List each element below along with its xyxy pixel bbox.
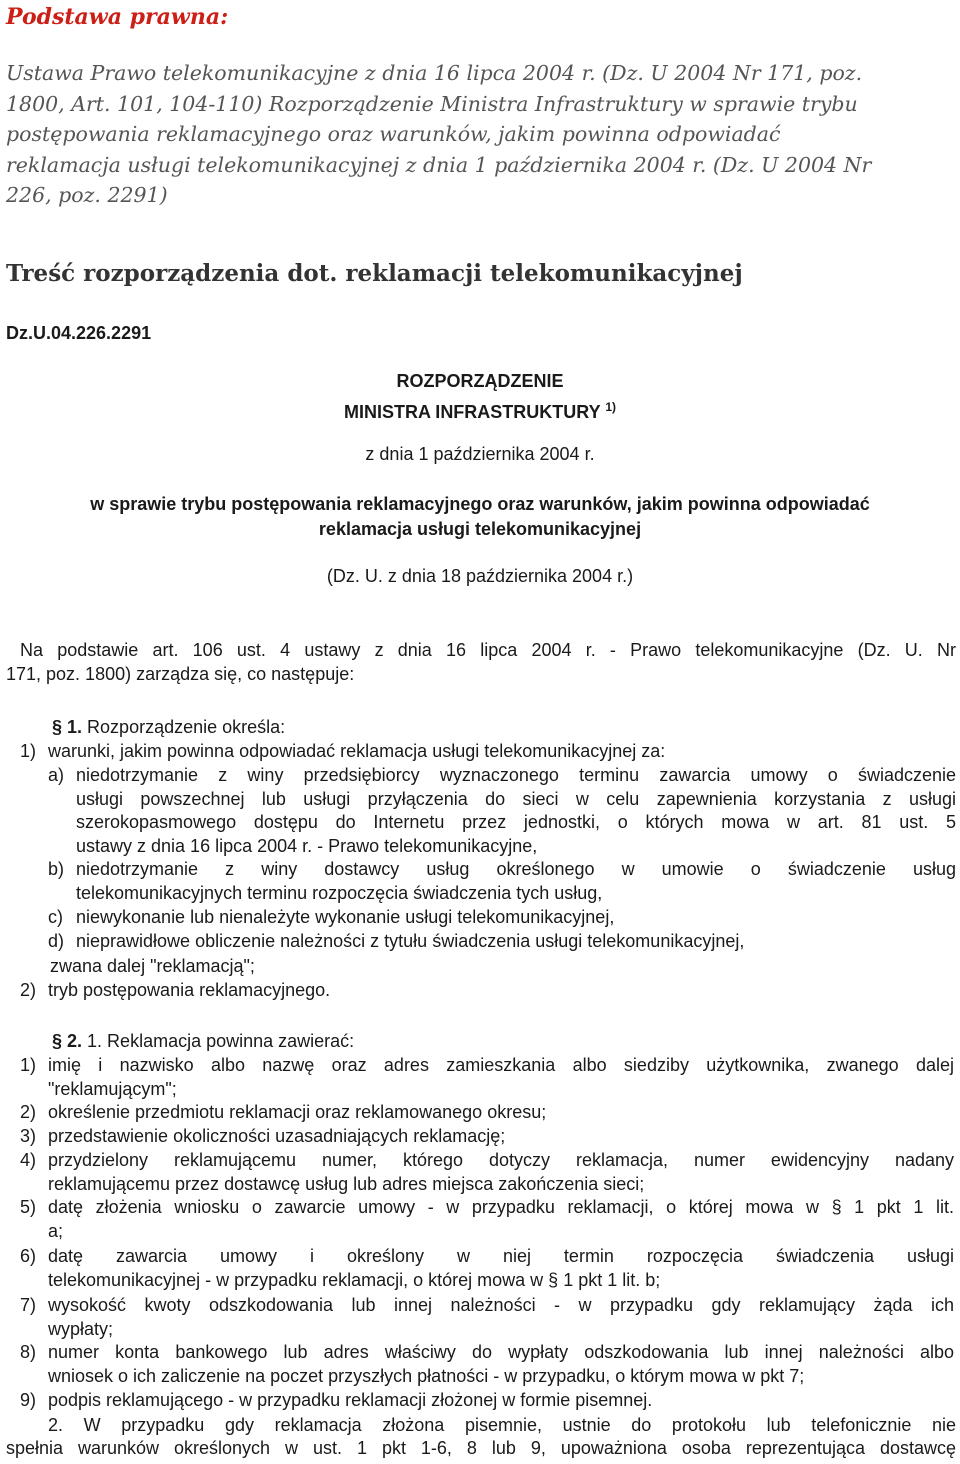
par2-item-text: imię i nazwisko albo nazwę oraz adres zamieszkania albo siedziby użytkownika, zwanego dalej "reklamującym"; (48, 1055, 954, 1099)
regulation-subject-line2: reklamacja usługi telekomunikacyjnej (318, 519, 642, 539)
section-title: Treść rozporządzenia dot. reklamacji telekomunikacyjnej (6, 260, 743, 287)
par1-letter-a: a) (48, 765, 65, 785)
par2-item-text: przydzielony reklamującemu numer, którego dotyczy reklamacja, numer ewidencyjny nadany reklamującemu przez dostawcę usług lub adres miejsca zakończenia sieci; (48, 1150, 954, 1194)
legal-basis-line: reklamacja usługi telekomunikacyjnej z dnia 1 października 2004 r. (Dz. U 2004 Nr (6, 152, 872, 177)
par1-zwana: zwana dalej "reklamacją"; (50, 956, 255, 976)
regulation-title-line2: MINISTRA INFRASTRUKTURY $^{1)}$ (343, 400, 616, 422)
paragraph-1-intro: § 1. Rozporządzenie określa: (52, 717, 286, 737)
legal-basis-line: Ustawa Prawo telekomunikacyjne z dnia 16 lipca 2004 r. (Dz. U 2004 Nr 171, poz. (6, 61, 863, 85)
par1-letter-b: b) (48, 859, 65, 879)
par2-item-text: określenie przedmiotu reklamacji oraz reklamowanego okresu; (48, 1102, 547, 1122)
journal-reference: Dz.U.04.226.2291 (6, 323, 152, 343)
par1-point1-text: warunki, jakim powinna odpowiadać reklamacja usługi telekomunikacyjnej za: (48, 741, 666, 761)
par2-ust2-line2: spełnia warunków określonych w ust. 1 pkt 1-6, 8 lub 9, upoważniona osoba reprezentująca dostawcę (6, 1438, 956, 1458)
regulation-subject-line1: w sprawie trybu postępowania reklamacyjnego oraz warunków, jakim powinna odpowiadać (90, 494, 870, 514)
par2-item-text: podpis reklamującego - w przypadku reklamacji złożonej w formie pisemnej. (48, 1390, 653, 1410)
regulation-publication: (Dz. U. z dnia 18 października 2004 r.) (326, 566, 634, 586)
footnote-marker: 1) (605, 400, 616, 414)
par2-item-text: numer konta bankowego lub adres właściwy do wypłaty odszkodowania lub innej należności albo wniosek o ich zaliczenie na poczet przyszłych płatności - w przypadku, o którym mowa w pkt 7; (48, 1342, 954, 1386)
paragraph-mark: § 2. (52, 1031, 83, 1051)
par1-letter-d-text: nieprawidłowe obliczenie należności z tytułu świadczenia usługi telekomunikacyjnej, (76, 931, 745, 951)
par1-letter-d: d) (48, 931, 65, 951)
legal-basis-text (6, 58, 942, 211)
legal-basis-line: postępowania reklamacyjnego oraz warunków, jakim powinna odpowiadać (6, 122, 781, 146)
paragraph-2-intro: § 2. 1. Reklamacja powinna zawierać: (52, 1031, 355, 1051)
par2-ust2-line1: 2. W przypadku gdy reklamacja złożona pisemnie, ustnie do protokołu lub telefonicznie nie (48, 1415, 956, 1435)
regulation-date: z dnia 1 października 2004 r. (365, 444, 595, 464)
par2-item-text: datę zawarcia umowy i określony w niej termin rozpoczęcia świadczenia usługi telekomunikacyjnej - w przypadku reklamacji, o której mowa w § 1 pkt 1 lit. b; (48, 1246, 954, 1290)
regulation-title (0, 368, 960, 425)
preamble (20, 639, 956, 663)
par1-letter-c: c) (48, 907, 63, 927)
par1-letter-c-text: niewykonanie lub nienależyte wykonanie usługi telekomunikacyjnej, (76, 907, 615, 927)
regulation-title-line1: ROZPORZĄDZENIE (396, 371, 564, 391)
par1-point2-text: tryb postępowania reklamacyjnego. (48, 980, 331, 1000)
par2-item-text: przedstawienie okoliczności uzasadniających reklamację; (48, 1126, 506, 1146)
heading-legal-basis: Podstawa prawna: (6, 4, 229, 30)
preamble-line2: 171, poz. 1800) zarządza się, co następuje: (6, 664, 355, 684)
regulation-subject (0, 492, 960, 542)
par1-letter-b-text: niedotrzymanie z winy dostawcy usług określonego w umowie o świadczenie usług telekomunikacyjnych terminu rozpoczęcia świadczenia tych usług, (76, 859, 956, 903)
legal-basis-line: 226, poz. 2291) (6, 183, 168, 207)
par1-letter-a-text: niedotrzymanie z winy przedsiębiorcy wyznaczonego terminu zawarcia umowy o świadczenie usługi powszechnej lub usługi przyłączenia do sieci w celu zapewnienia korzystania z usługi szerokopasmowego dostępu do Internetu przez jednostki, o których mowa w art. 81 ust. 5 ustawy z dnia 16 lipca 2004 r. - Prawo telekomunikacyjne, (76, 765, 956, 856)
preamble-line1: Na podstawie art. 106 ust. 4 ustawy z dnia 16 lipca 2004 r. - Prawo telekomunikacyjne (Dz. U. Nr (20, 640, 956, 660)
par2-item-text: datę złożenia wniosku o zawarcie umowy - w przypadku reklamacji, o której mowa w § 1 pkt 1 lit. a; (48, 1197, 954, 1241)
legal-basis-line: 1800, Art. 101, 104-110) Rozporządzenie Ministra Infrastruktury w sprawie trybu (6, 91, 858, 116)
paragraph-mark: § 1. (52, 717, 83, 737)
par2-item-text: wysokość kwoty odszkodowania lub innej należności - w przypadku gdy reklamujący żąda ich wypłaty; (48, 1295, 954, 1339)
